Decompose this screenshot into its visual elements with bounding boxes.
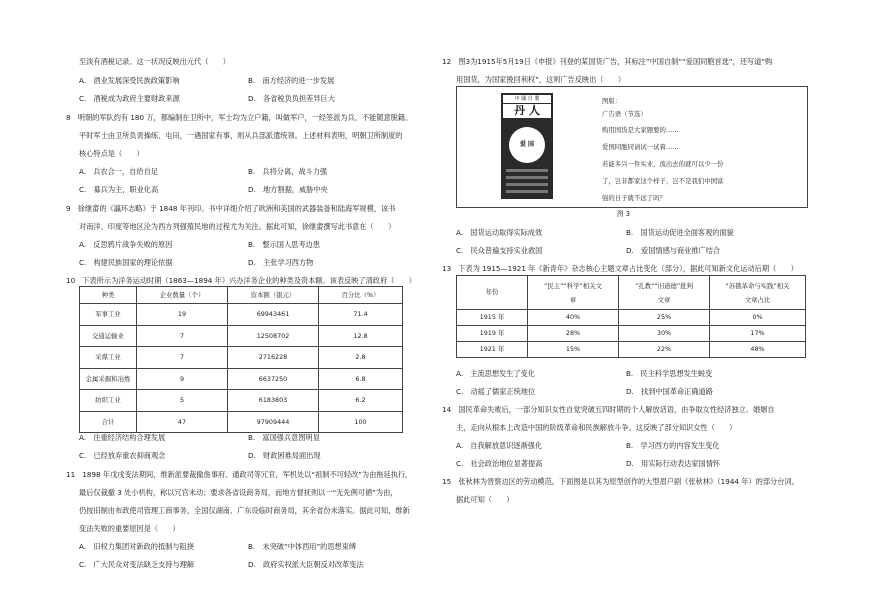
q13-header: “孔教”“旧道德”批判 文章 (619, 276, 710, 310)
table-cell: 6637250 (228, 368, 319, 390)
ad-brand: 丹 人 (503, 104, 551, 118)
q10-option-b: B. 富国强兵意图明显 (248, 433, 320, 442)
question-15-line-2: 据此可知（ ） (456, 495, 514, 504)
table-row (80, 304, 403, 326)
table-cell: 交通运输业 (80, 325, 137, 347)
q13-option-b: B. 民主科学思想发生蜕变 (626, 369, 713, 378)
ad-masthead: 中 國 自 製 (503, 95, 551, 103)
table-cell: 1921 年 (457, 342, 528, 358)
table-cell: 15% (528, 342, 619, 358)
ad-text-line: 强的日子就不远了吗？ (602, 194, 666, 202)
ad-text-line: 广告语（节选） (602, 110, 647, 118)
ad-text-line: 图版： (602, 97, 622, 105)
question-12-line-2: 用国货，为国家挽回利权”，这则广告反映出（ ） (456, 75, 626, 84)
question-8-line-2: 平时军士由卫所负责操练、屯田，一遇国家有事，则从兵部派遣统领。上述材料表明，明朝卫所制度的 (79, 131, 403, 140)
q9-option-d: D. 主张学习西方物 (248, 258, 314, 267)
q12-option-b: B. 国货运动促进全面客观的面貌 (626, 228, 734, 237)
question-9-line-2: 对南洋、印度等地区沦为西方列强殖民地的过程尤为关注。据此可知，徐继畲撰写此书意在（ ） (79, 222, 396, 231)
table-cell: 48% (710, 342, 806, 358)
table-cell: 2716228 (228, 347, 319, 369)
table-row (457, 326, 806, 342)
table-row (80, 347, 403, 369)
question-14-line-2: 主，走向从根本上改造中国的阶级革命和民族解放斗争。这反映了部分知识女性（ ） (456, 423, 737, 432)
q8-option-c: C. 募兵为主，职业化高 (79, 185, 159, 194)
q13-option-d: D. 找到中国革命正确道路 (626, 387, 713, 396)
ad-text-line: 爱国同胞同请试一试着…… (602, 143, 679, 151)
table-cell: 22% (619, 342, 710, 358)
q7-option-a: A. 酒业发展深受民族政策影响 (79, 76, 180, 85)
q9-option-c: C. 构建民族国家的理论依据 (79, 258, 173, 267)
table-cell: 47 (137, 411, 228, 433)
table-cell: 19 (137, 304, 228, 326)
question-15-line-1: 15 张秋林为晋察边区的劳动模范。下面图是以其为原型创作的大型眉户剧《张秋林》（1944 年）的部分台词。 (442, 477, 799, 486)
q7-option-b: B. 南方经济的进一步发展 (248, 76, 335, 85)
table-cell: 金属采掘和冶炼 (80, 368, 137, 390)
question-8-line-3: 核心特点是（ ） (79, 149, 144, 158)
q13-header: 年份 (457, 276, 528, 310)
question-11-line-3: 仍按旧制由布政使司管理工商事务，全国仅湖南、广东设临时商务局，其余省份未落实。据此可知，维新 (79, 506, 410, 515)
q13-header: “民主”“科学”相关文 章 (528, 276, 619, 310)
q10-header: 企业数量（个） (137, 287, 228, 304)
table-row (80, 368, 403, 390)
table-row (80, 411, 403, 433)
q13-table (456, 275, 806, 358)
table-cell: 5 (137, 390, 228, 412)
table-cell: 12508702 (228, 325, 319, 347)
q8-option-b: B. 兵将分离，战斗力强 (248, 167, 328, 176)
table-cell: 7 (137, 325, 228, 347)
table-cell: 1915 年 (457, 310, 528, 326)
table-cell: 40% (528, 310, 619, 326)
table-cell: 6183803 (228, 390, 319, 412)
ad-text-line: 了，岂非都家这个样子，岂不是我们中国富 (602, 177, 724, 185)
q14-option-c: C. 社会政治地位显著提高 (456, 459, 543, 468)
q10-header: 百分比（%） (319, 287, 403, 304)
table-cell: 6.8 (319, 368, 403, 390)
q7-option-d: D. 各省税负负担差异巨大 (248, 94, 335, 103)
figure-3-advertisement (456, 86, 808, 208)
q13-header: “苏俄革命与实践”相关 文章占比 (710, 276, 806, 310)
table-row (457, 310, 806, 326)
q9-option-b: B. 整示国人思考边患 (248, 240, 320, 249)
question-11-line-2: 最后仅裁撤 3 处小机构，称以冗官未动；要求各省设商务局，而地方督抚则以一“无先例可循”为由， (79, 488, 398, 497)
q12-option-a: A. 国货运动取得实际成效 (456, 228, 543, 237)
q8-option-d: D. 地方割据，威胁中央 (248, 185, 328, 194)
table-cell: 25% (619, 310, 710, 326)
q14-option-d: D. 用实际行动表达家国情怀 (626, 459, 721, 468)
table-cell: 17% (710, 326, 806, 342)
question-14-line-1: 14 国民革命失败后，一部分知识女性自觉突破五四时期的个人解放话语，由争取女性经济独立、婚姻自 (442, 405, 775, 414)
table-cell: 6.2 (319, 390, 403, 412)
q11-option-a: A. 旧权力集团对新政的抵制与阻挠 (79, 542, 194, 551)
q9-option-a: A. 反思鸦片战争失败的原因 (79, 240, 173, 249)
table-cell: 69943461 (228, 304, 319, 326)
table-row (457, 342, 806, 358)
table-row (80, 390, 403, 412)
question-11-line-4: 变法失败的重要原因是（ ） (79, 524, 180, 533)
table-cell: 7 (137, 347, 228, 369)
q11-option-b: B. 未突破“中体西用”的思想束缚 (248, 542, 357, 551)
table-cell: 0% (710, 310, 806, 326)
question-8-line-1: 8 明朝的军队约有 180 万，都编制在卫所中，军士均为立户籍，叫做军户，一经签派为兵，不能随意脱籍。 (66, 113, 413, 122)
table-cell: 28% (528, 326, 619, 342)
table-cell: 采煤工业 (80, 347, 137, 369)
q10-header: 种类 (80, 287, 137, 304)
ad-heart-emblem: 爱 国 (509, 127, 545, 163)
table-cell: 100 (319, 411, 403, 433)
question-12-line-1: 12 图3为1915年5月19日《申报》刊登的某国货广告，其标注“中国自制”“爱国同胞首选”，还写道“购 (442, 57, 773, 66)
question-13-stem: 13 下表为 1915—1921 年《新青年》杂志核心主题文章占比变化（部分），据此可知新文化运动后期（ ） (442, 264, 798, 273)
question-9-line-1: 9 徐继畲的《瀛环志略》于 1848 年刊印。书中详细介绍了欧洲和美国的武器装备和陆海军规模，该书 (66, 204, 396, 213)
table-cell: 军事工业 (80, 304, 137, 326)
q10-header: 资本额（银元） (228, 287, 319, 304)
question-11-line-1: 11 1898 年戊戌变法期间，维新派要裁撤詹事府、通政司等冗官，军机处以“祖制不可轻改”为由拖延执行， (66, 470, 413, 479)
newspaper-ad-image (501, 93, 553, 199)
table-cell: 1919 年 (457, 326, 528, 342)
q13-option-c: C. 动摇了儒家正统地位 (456, 387, 536, 396)
table-row (80, 325, 403, 347)
table-cell: 30% (619, 326, 710, 342)
q7-option-c: C. 酒税成为政府主要财政来源 (79, 94, 180, 103)
q14-option-b: B. 学习西方的内容发生变化 (626, 441, 720, 450)
table-cell: 71.4 (319, 304, 403, 326)
table-cell: 97909444 (228, 411, 319, 433)
q8-option-a: A. 兵农合一，自给自足 (79, 167, 158, 176)
question-10-stem: 10 下表所示为洋务运动时期（1863—1894 年）兴办洋务企业的种类及资本额。该表反映了清政府（ ） (66, 276, 416, 285)
q14-option-a: A. 自我解放意识逐渐强化 (456, 441, 543, 450)
q11-option-d: D. 政府实权派大臣朝反对改革变法 (248, 560, 364, 569)
q13-option-a: A. 主流思想发生了变化 (456, 369, 535, 378)
table-cell: 9 (137, 368, 228, 390)
question-7-stem: 至淡有酒税记录。这一状况反映出元代（ ） (79, 57, 230, 66)
q10-option-c: C. 已经放弃重农抑商观念 (79, 451, 166, 460)
ad-text-line: 若能多兴一件实业，流出去的就可以少一份 (602, 160, 724, 168)
ad-transcription (602, 92, 723, 207)
q12-option-c: C. 民众普遍支持实业救国 (456, 246, 543, 255)
q10-option-d: D. 财政困难局面出现 (248, 451, 321, 460)
ad-text-line: 购用国货是大家题要的…… (602, 126, 679, 134)
table-cell: 合计 (80, 411, 137, 433)
q10-option-a: A. 注重经济结构合理发展 (79, 433, 166, 442)
q11-option-c: C. 广大民众对变法缺乏支持与理解 (79, 560, 195, 569)
table-cell: 纺织工业 (80, 390, 137, 412)
q12-option-d: D. 爱国情感与商业推广结合 (626, 246, 721, 255)
table-cell: 2.8 (319, 347, 403, 369)
q10-table (79, 286, 403, 433)
figure-3-caption: 图 3 (617, 210, 630, 218)
table-cell: 12.8 (319, 325, 403, 347)
